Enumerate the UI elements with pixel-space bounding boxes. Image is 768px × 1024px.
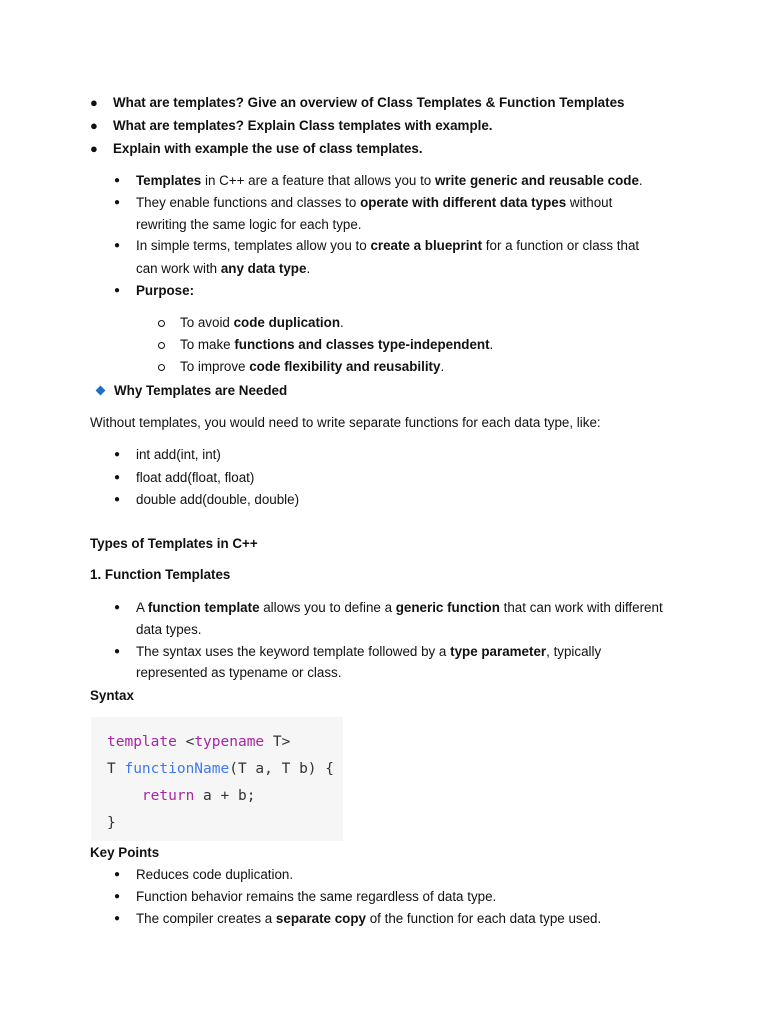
key-point-2: Function behavior remains the same regardless of data type. — [136, 889, 497, 904]
bullet-dot: ● — [114, 449, 121, 460]
why-heading: Why Templates are Needed — [114, 383, 288, 398]
key-point-3: The compiler creates a separate copy of the function for each data type used. — [136, 911, 602, 926]
purpose-item-2: To make functions and classes type-independent. — [180, 337, 494, 352]
bullet-dot: ● — [114, 913, 121, 924]
intro-bullet-2: They enable functions and classes to operate with different data types without — [136, 195, 613, 210]
code-block — [91, 717, 343, 841]
question-2: What are templates? Explain Class templates with example. — [113, 118, 493, 133]
bullet-dot: ● — [114, 891, 121, 902]
example-item: float add(float, float) — [136, 470, 255, 485]
bullet-dot: ● — [114, 240, 121, 251]
purpose-item-3: To improve code flexibility and reusability. — [180, 359, 445, 374]
purpose-label: Purpose: — [136, 283, 195, 298]
question-1: What are templates? Give an overview of Class Templates & Function Templates — [113, 95, 625, 110]
bullet-dot: ● — [90, 118, 98, 133]
types-heading: Types of Templates in C++ — [90, 536, 258, 551]
example-item: int add(int, int) — [136, 447, 221, 462]
bullet-dot: ● — [90, 141, 98, 156]
key-points-heading: Key Points — [90, 845, 160, 860]
code-line-2: T functionName(T a, T b) { — [107, 761, 334, 777]
bullet-dot: ● — [114, 494, 121, 505]
bullet-dot: ● — [90, 95, 98, 110]
code-line-3: return a + b; — [141, 788, 256, 804]
intro-bullet-3-cont: can work with any data type. — [136, 261, 311, 276]
circle-bullet — [158, 364, 165, 371]
diamond-icon — [96, 386, 106, 396]
function-template-bullet-2-cont: represented as typename or class. — [136, 665, 342, 680]
purpose-item-1: To avoid code duplication. — [180, 315, 344, 330]
bullet-dot: ● — [114, 472, 121, 483]
circle-bullet — [158, 320, 165, 327]
bullet-dot: ● — [114, 869, 121, 880]
example-item: double add(double, double) — [136, 492, 300, 507]
bullet-dot: ● — [114, 646, 121, 657]
intro-bullet-1: Templates in C++ are a feature that allows you to write generic and reusable code. — [136, 173, 643, 188]
intro-bullet-2-cont: rewriting the same logic for each type. — [136, 217, 362, 232]
function-template-bullet-1: A function template allows you to define a generic function that can work with different — [136, 600, 663, 615]
code-line-1: template <typename T> — [107, 734, 291, 750]
function-template-bullet-2: The syntax uses the keyword template followed by a type parameter, typically — [136, 644, 602, 659]
circle-bullet — [158, 342, 165, 349]
why-text: Without templates, you would need to write separate functions for each data type, like: — [90, 415, 601, 430]
function-template-bullet-1-cont: data types. — [136, 622, 202, 637]
question-3: Explain with example the use of class templates. — [113, 141, 423, 156]
syntax-label: Syntax — [90, 688, 134, 703]
intro-bullet-3: In simple terms, templates allow you to create a blueprint for a function or class that — [136, 238, 640, 253]
code-line-4: } — [107, 815, 116, 831]
bullet-dot: ● — [114, 602, 121, 613]
bullet-dot: ● — [114, 285, 121, 296]
function-templates-heading: 1. Function Templates — [90, 567, 231, 582]
key-point-1: Reduces code duplication. — [136, 867, 294, 882]
bullet-dot: ● — [114, 197, 121, 208]
bullet-dot: ● — [114, 175, 121, 186]
